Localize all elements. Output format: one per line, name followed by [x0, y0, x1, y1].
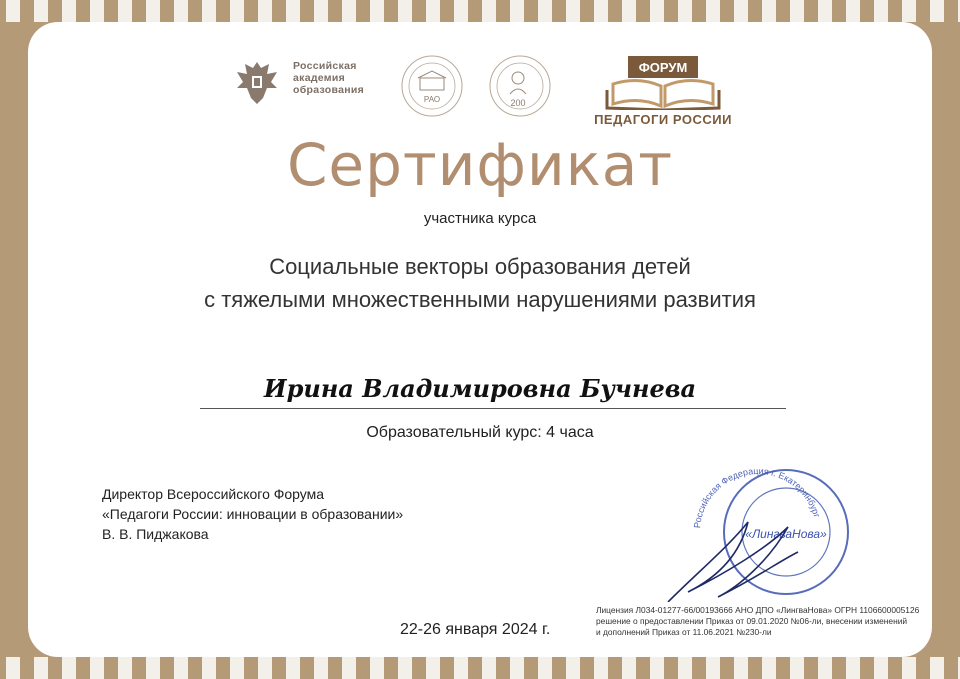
border-stripe: [314, 657, 328, 679]
top-stripe-border: [0, 0, 960, 22]
border-stripe: [6, 657, 20, 679]
border-stripe: [790, 0, 804, 22]
name-underline: [200, 408, 786, 409]
border-stripe: [146, 657, 160, 679]
border-stripe: [314, 0, 328, 22]
border-stripe: [566, 0, 580, 22]
border-stripe: [202, 657, 216, 679]
border-stripe: [202, 0, 216, 22]
border-stripe: [818, 0, 832, 22]
border-stripe: [762, 0, 776, 22]
ushinsky-seal-icon: [488, 54, 552, 118]
border-stripe: [622, 657, 636, 679]
border-stripe: [846, 0, 860, 22]
border-stripe: [790, 657, 804, 679]
border-stripe: [594, 657, 608, 679]
border-stripe: [930, 0, 944, 22]
rao-name: Российская академия образования: [293, 60, 365, 96]
border-stripe: [538, 657, 552, 679]
border-stripe: [874, 0, 888, 22]
border-stripe: [230, 657, 244, 679]
bottom-stripe-border: [0, 657, 960, 679]
border-stripe: [734, 0, 748, 22]
border-stripe: [650, 0, 664, 22]
border-stripe: [930, 657, 944, 679]
border-stripe: [538, 0, 552, 22]
certificate-title: Сертификат: [286, 131, 674, 199]
rao-anniversary-seal-icon: [400, 54, 464, 118]
svg-text:Российская Федерация г. Екатер: Российская Федерация г. Екатеринбург: [692, 465, 823, 529]
border-stripe: [174, 657, 188, 679]
border-stripe: [398, 657, 412, 679]
border-stripe: [90, 657, 104, 679]
svg-text:ФОРУМ: ФОРУМ: [638, 60, 688, 75]
border-stripe: [734, 657, 748, 679]
border-stripe: [286, 0, 300, 22]
svg-text:200: 200: [510, 98, 526, 108]
border-stripe: [622, 0, 636, 22]
course-title-line1: Социальные векторы образования детей: [269, 254, 691, 279]
rao-logo: [233, 58, 383, 108]
svg-text:РАО: РАО: [423, 95, 441, 104]
border-stripe: [566, 657, 580, 679]
course-title-line2: с тяжелыми множественными нарушениями развития: [204, 287, 756, 312]
border-stripe: [482, 0, 496, 22]
signatory-position: Директор Всероссийского Форума: [102, 486, 325, 502]
border-stripe: [342, 657, 356, 679]
border-stripe: [678, 0, 692, 22]
border-stripe: [510, 657, 524, 679]
border-stripe: [762, 657, 776, 679]
border-stripe: [454, 0, 468, 22]
border-stripe: [118, 657, 132, 679]
official-stamp-icon: [638, 452, 858, 602]
border-stripe: [594, 0, 608, 22]
border-stripe: [342, 0, 356, 22]
border-stripe: [426, 657, 440, 679]
border-stripe: [6, 0, 20, 22]
signatory-name: В. В. Пиджакова: [102, 526, 209, 542]
forum-name: ПЕДАГОГИ РОССИИ: [594, 112, 732, 127]
border-stripe: [34, 657, 48, 679]
course-date: 22-26 января 2024 г.: [400, 621, 551, 638]
border-stripe: [650, 657, 664, 679]
border-stripe: [874, 657, 888, 679]
border-stripe: [706, 657, 720, 679]
forum-logo: [583, 54, 743, 126]
border-stripe: [846, 657, 860, 679]
stamp-center-text: «ЛингваНова»: [745, 527, 827, 541]
border-stripe: [370, 657, 384, 679]
border-stripe: [370, 0, 384, 22]
border-stripe: [510, 0, 524, 22]
eagle-emblem-icon: [233, 58, 281, 108]
certificate-subtitle: участника курса: [423, 210, 537, 227]
border-stripe: [902, 657, 916, 679]
border-stripe: [118, 0, 132, 22]
border-stripe: [34, 0, 48, 22]
border-stripe: [454, 657, 468, 679]
border-stripe: [62, 0, 76, 22]
border-stripe: [706, 0, 720, 22]
border-stripe: [146, 0, 160, 22]
signatory-organization: «Педагоги России: инновации в образовании»: [102, 506, 404, 522]
border-stripe: [902, 0, 916, 22]
signatory-block: [102, 484, 403, 544]
course-hours: Образовательный курс: 4 часа: [366, 424, 594, 441]
border-stripe: [678, 657, 692, 679]
border-stripe: [286, 657, 300, 679]
border-stripe: [482, 657, 496, 679]
border-stripe: [230, 0, 244, 22]
border-stripe: [258, 0, 272, 22]
certificate-card: [28, 22, 932, 657]
border-stripe: [426, 0, 440, 22]
license-info: Лицензия Л034-01277-66/00193666 АНО ДПО «ЛингваНова» ОГРН 1106600005126 решение о предоставлении Приказ от 09.01.2020 №06-ли, внесении изменений и дополнений Приказ от 11.06.2021 №230-ли: [596, 605, 920, 637]
border-stripe: [174, 0, 188, 22]
border-stripe: [62, 657, 76, 679]
border-stripe: [258, 657, 272, 679]
book-icon: [583, 54, 743, 110]
logo-row: [28, 40, 932, 127]
border-stripe: [90, 0, 104, 22]
border-stripe: [398, 0, 412, 22]
border-stripe: [818, 657, 832, 679]
recipient-name: Ирина Владимировна Бучнева: [263, 374, 697, 403]
